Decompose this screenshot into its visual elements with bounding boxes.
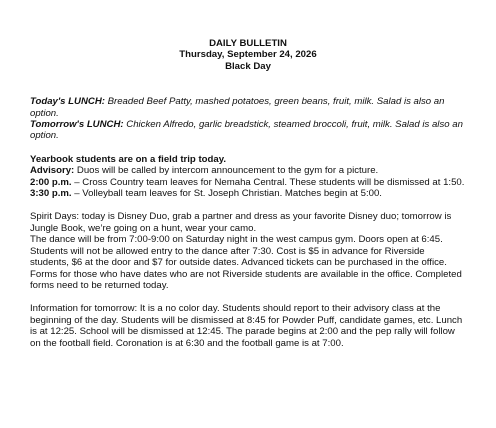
spirit-section — [30, 211, 466, 291]
dance-text: The dance will be from 7:00-9:00 on Saturday night in the west campus gym. Doors open at 6:45. Students will not be allowed entry to the dance after 7:30. Cost is $5 in advance for Riverside students, $6 at the door and $7 for outside dates. Advanced tickets can be purchased in the office. Forms for those who have dates who are not Riverside students are available in the office. Completed forms need to be returned today. — [30, 234, 462, 291]
volleyball-time: 3:30 p.m. — [30, 188, 72, 200]
advisory-label: Advisory: — [30, 165, 75, 177]
announcements-section — [30, 154, 466, 200]
spirit-days-text: Spirit Days: today is Disney Duo, grab a partner and dress as your favorite Disney duo; tomorrow is Jungle Book, we’re going on a hunt, wear your camo. — [30, 211, 452, 234]
tomorrow-info-text: Information for tomorrow: It is a no color day. Students should report to their advisory class at the beginning of the day. Students will be dismissed at 8:45 for Powder Puff, candidate games, etc. Lunch is at 12:25. School will be dismissed at 12:45. The parade begins at 2:00 and the pep rally will follow on the football field. Coronation is at 6:30 and the football game is at 7:00. — [30, 303, 463, 349]
today-lunch — [30, 96, 466, 119]
today-lunch-label: Today's LUNCH: — [30, 96, 105, 108]
advisory-text: Duos will be called by intercom announcement to the gym for a picture. — [74, 165, 379, 177]
volleyball-announcement — [30, 188, 466, 199]
bulletin-day-type: Black Day — [225, 60, 271, 72]
lunch-section — [30, 96, 466, 142]
tomorrow-lunch — [30, 119, 466, 142]
cross-country-time: 2:00 p.m. — [30, 176, 72, 188]
tomorrow-info-section — [30, 303, 466, 349]
yearbook-announcement — [30, 154, 466, 165]
bulletin-title: DAILY BULLETIN — [209, 38, 287, 49]
yearbook-text: Yearbook students are on a field trip today. — [30, 153, 227, 165]
bulletin-date: Thursday, September 24, 2026 — [179, 49, 317, 61]
volleyball-text: – Volleyball team leaves for St. Joseph Christian. Matches begin at 5:00. — [71, 188, 382, 200]
bulletin-header — [30, 38, 466, 72]
advisory-announcement — [30, 165, 466, 176]
tomorrow-lunch-text: Chicken Alfredo, garlic breadstick, steamed broccoli, fruit, milk. Salad is also an option. — [30, 119, 463, 142]
cross-country-announcement — [30, 177, 466, 188]
today-lunch-text: Breaded Beef Patty, mashed potatoes, green beans, fruit, milk. Salad is also an option. — [30, 96, 445, 119]
cross-country-text: – Cross Country team leaves for Nemaha Central. These students will be dismissed at 1:50. — [71, 176, 465, 188]
tomorrow-lunch-label: Tomorrow's LUNCH: — [30, 119, 124, 131]
